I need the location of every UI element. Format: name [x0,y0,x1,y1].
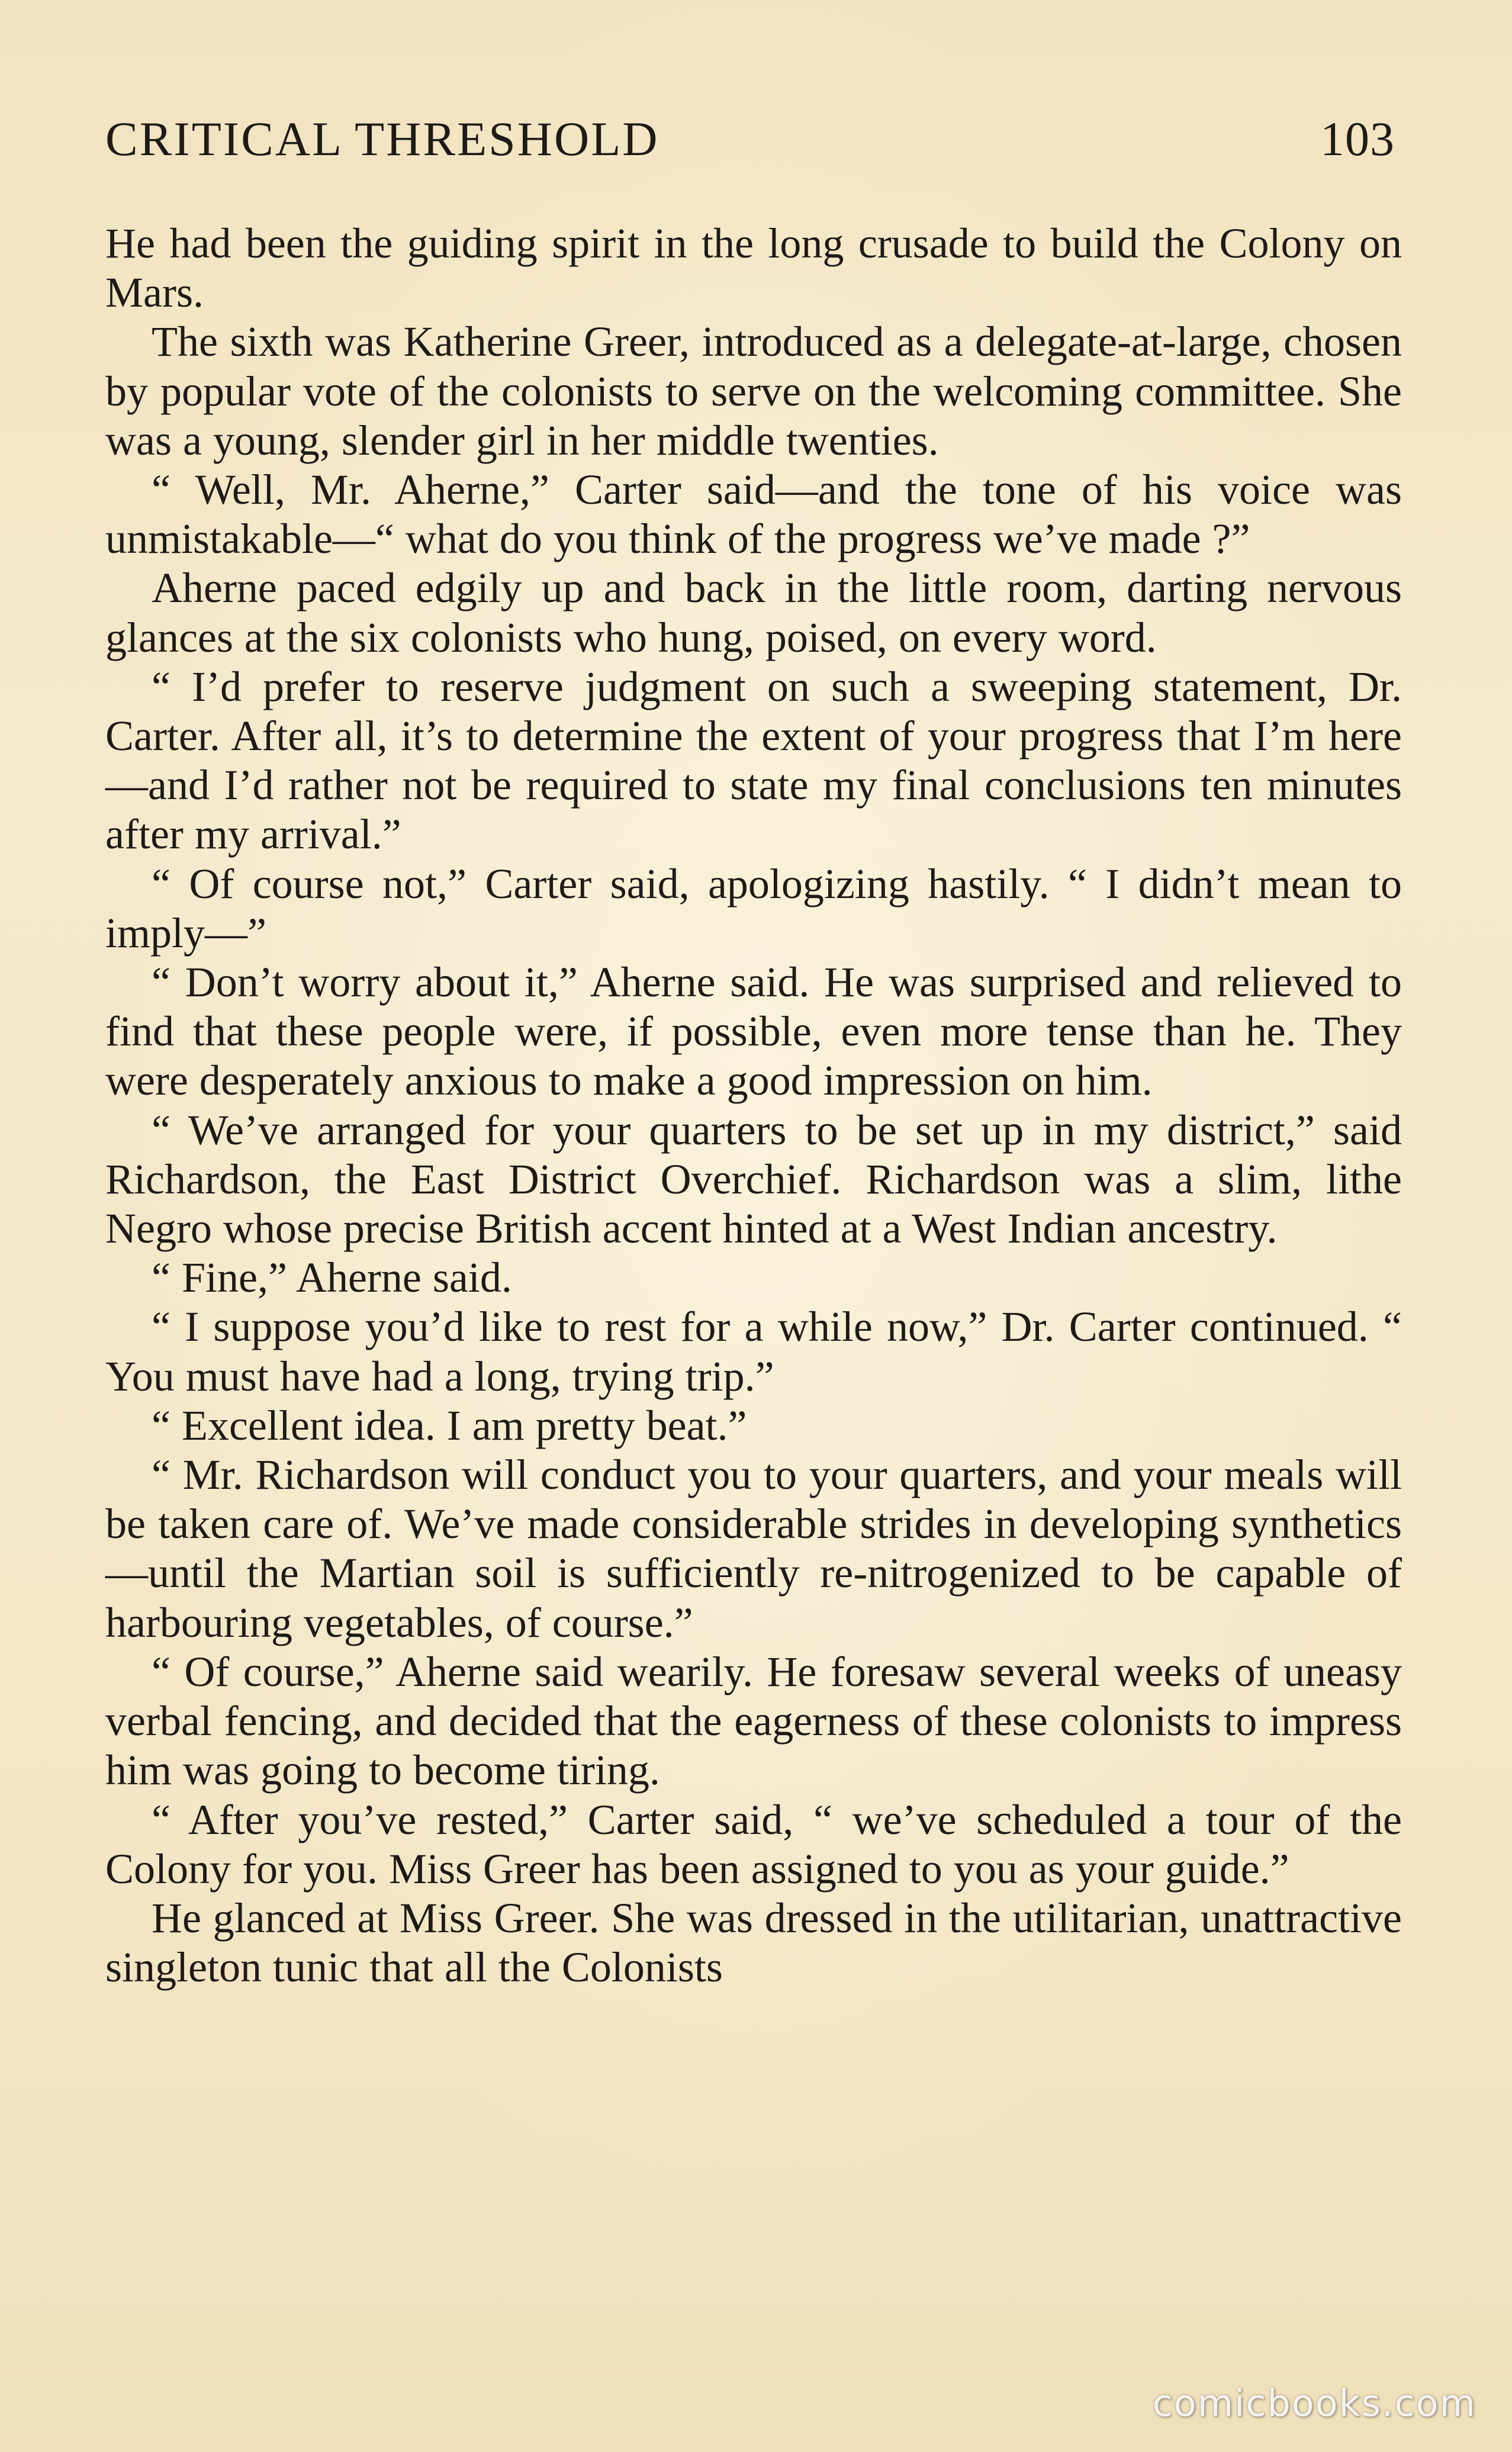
paragraph: “ I’d prefer to reserve judgment on such a sweeping statement, Dr. Carter. After all, it’s to determine the extent of your progress that I’m here—and I’d rather not be required to state my final conclusions ten minutes after my arrival.” [105,662,1402,858]
paragraph: “ Excellent idea. I am pretty beat.” [152,1401,747,1449]
running-head [105,111,1395,176]
watermark-text: comicbooks.com [1152,2382,1476,2425]
paragraph: “ Well, Mr. Aherne,” Carter said—and the tone of his voice was unmistakable—“ what do you think of the progress we’ve made ?” [105,466,1402,563]
paragraph: “ Mr. Richardson will conduct you to your quarters, and your meals will be taken care of. We’ve made considerable strides in developing synthetics—until the Martian soil is sufficiently re-nitrogenized to be capable of harbouring vegetables, of course.” [105,1451,1402,1646]
paragraph: “ Of course not,” Carter said, apologizing hastily. “ I didn’t mean to imply—” [105,860,1402,957]
paragraph: “ Fine,” Aherne said. [152,1254,512,1302]
paragraph: He had been the guiding spirit in the long crusade to build the Colony on Mars. [105,220,1402,317]
paragraph: “ Don’t worry about it,” Aherne said. He was surprised and relieved to find that these people were, if possible, even more tense than he. They were desperately anxious to make a good impression on him. [105,958,1402,1105]
chapter-title: CRITICAL THRESHOLD [105,112,660,166]
body-text [105,219,1402,1992]
page-number: 103 [1320,112,1395,166]
paragraph: “ After you’ve rested,” Carter said, “ we’ve scheduled a tour of the Colony for you. Miss Greer has been assigned to you as your guide.” [105,1795,1402,1893]
paragraph: “ Of course,” Aherne said wearily. He foresaw several weeks of uneasy verbal fencing, and decided that the eagerness of these colonists to impress him was going to become tiring. [105,1647,1402,1794]
paragraph: “ I suppose you’d like to rest for a while now,” Dr. Carter continued. “ You must have had a long, trying trip.” [105,1303,1402,1400]
paragraph: The sixth was Katherine Greer, introduced as a delegate-at-large, chosen by popular vote of the colonists to serve on the welcoming committee. She was a young, slender girl in her middle twenties. [105,318,1402,464]
paragraph: He glanced at Miss Greer. She was dressed in the utilitarian, unattractive singleton tunic that all the Colonists [105,1894,1402,1991]
paragraph: “ We’ve arranged for your quarters to be set up in my district,” said Richardson, the East District Overchief. Richardson was a slim, lithe Negro whose precise British accent hinted at a West Indian ancestry. [105,1106,1402,1253]
paragraph: Aherne paced edgily up and back in the little room, darting nervous glances at the six colonists who hung, poised, on every word. [105,564,1402,661]
